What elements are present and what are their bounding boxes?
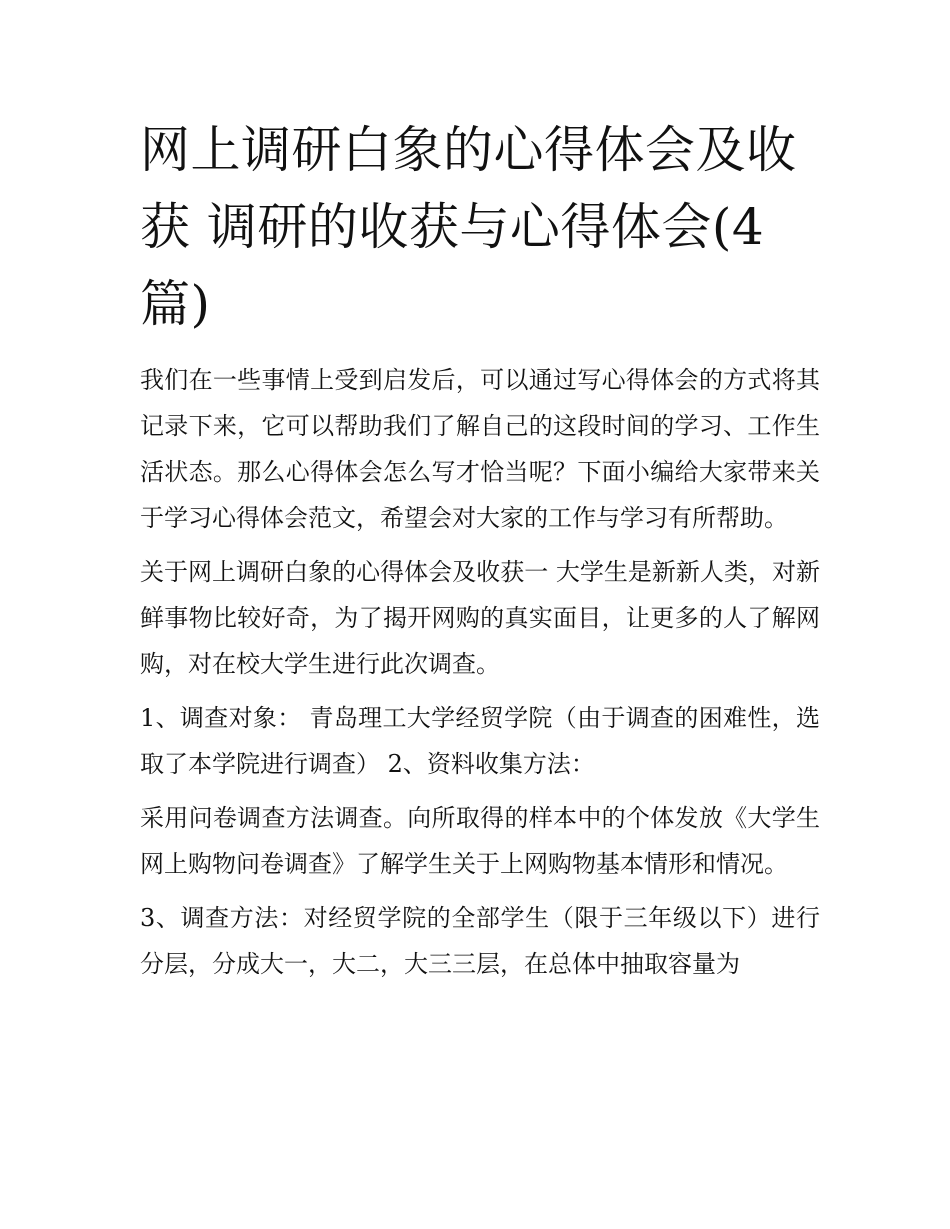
- document-body: [140, 112, 820, 995]
- paragraph-survey-questionnaire: 采用问卷调查方法调查。向所取得的样本中的个体发放《大学生网上购物问卷调查》了解学生关于上网购物基本情形和情况。: [140, 804, 820, 878]
- paragraph-survey-subject: 1、调查对象： 青岛理工大学经贸学院（由于调查的困难性，选取了本学院进行调查） 2、资料收集方法：: [140, 704, 820, 778]
- paragraph-survey-method: 3、调查方法：对经贸学院的全部学生（限于三年级以下）进行分层，分成大一，大二，大三三层，在总体中抽取容量为: [140, 904, 820, 978]
- paragraph-section-one: 关于网上调研白象的心得体会及收获一 大学生是新新人类，对新鲜事物比较好奇，为了揭开网购的真实面目，让更多的人了解网购，对在校大学生进行此次调查。: [140, 558, 820, 678]
- paragraph-intro: 我们在一些事情上受到启发后，可以通过写心得体会的方式将其记录下来，它可以帮助我们了解自己的这段时间的学习、工作生活状态。那么心得体会怎么写才恰当呢？下面小编给大家带来关于学习心得体会范文，希望会对大家的工作与学习有所帮助。: [140, 366, 820, 532]
- document-title: 网上调研白象的心得体会及收获 调研的收获与心得体会(4篇): [140, 121, 797, 333]
